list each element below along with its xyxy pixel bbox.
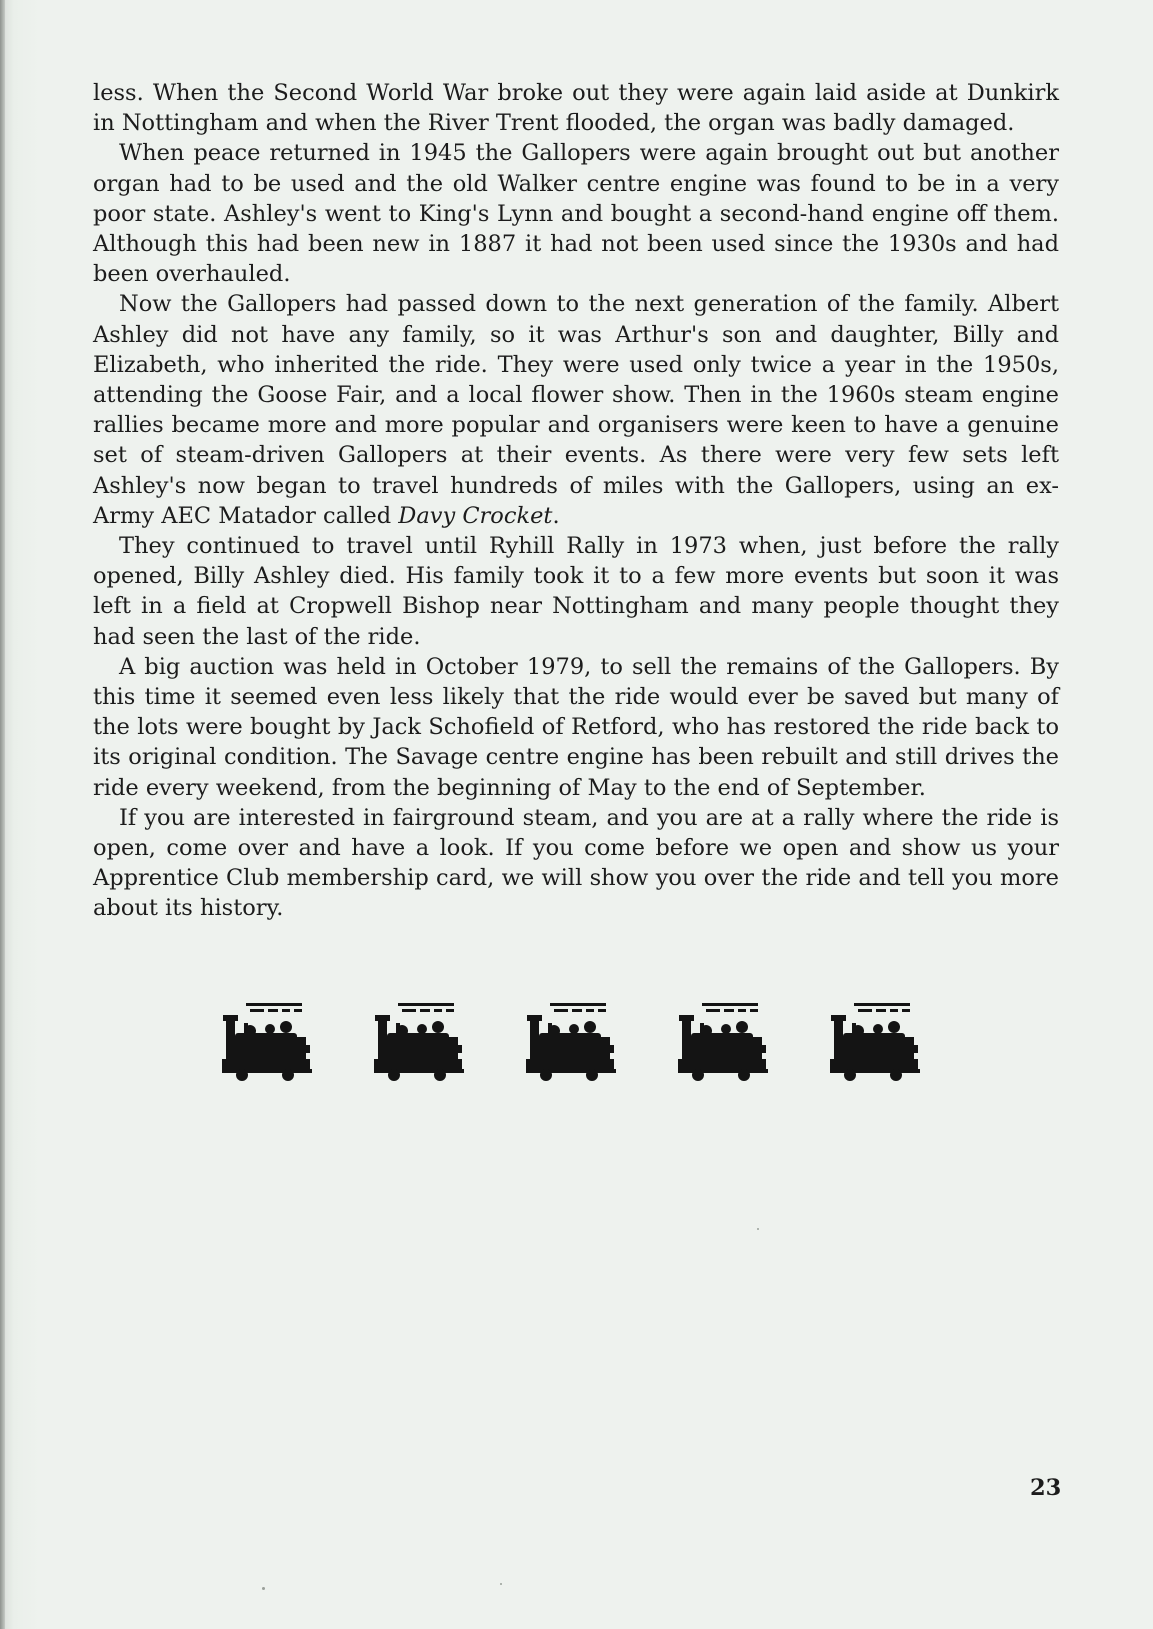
binding-edge (0, 0, 5, 1629)
paragraph-5: A big auction was held in October 1979, to sell the remains of the Gallopers. By this time it seemed even less likely that the ride would ever be saved but many of the lots were bought by Jack Schofield of Retford, who has restored the ride back to its original condition. The Savage centre engine has been rebuilt and still drives the ride every weekend, from the beginning of May to the end of September. (93, 653, 1059, 801)
paragraph-2: When peace returned in 1945 the Gallopers were again brought out but another organ had to be used and the old Walker centre engine was found to be in a very poor state. Ashley's went to King's Lynn and bought a second-hand engine off them. Although this had been new in 1887 it had not been used since the 1930s and had been overhauled. (93, 140, 1059, 288)
paragraph-1: less. When the Second World War broke out they were again laid aside at Dunkirk in Nottingham and when the River Trent flooded, the organ was badly damaged. (93, 80, 1059, 137)
paper-speck (757, 1228, 759, 1230)
steam-engine-icon (372, 1003, 468, 1085)
steam-engine-icon (524, 1003, 620, 1085)
page-number: 23 (1030, 1475, 1062, 1501)
paper-speck (262, 1587, 265, 1590)
steam-engine-ornament-row (220, 1003, 940, 1093)
paragraph-4: They continued to travel until Ryhill Rally in 1973 when, just before the rally opened, Billy Ashley died. His family took it to a few more events but soon it was left in a field at Cropwell Bishop near Nottingham and many people thought they had seen the last of the ride. (93, 533, 1059, 650)
paragraph-6: If you are interested in fairground steam, and you are at a rally where the ride is open, come over and have a look. If you come before we open and show us your Apprentice Club membership card, we will show you over the ride and tell you more about its history. (93, 804, 1059, 922)
paragraph-3-text: Now the Gallopers had passed down to the next generation of the family. Albert Ashley did not have any family, so it was Arthur's son and daughter, Billy and Elizabeth, who inherited the ride. They were used only twice a year in the 1950s, attending the Goose Fair, and a local flower show. Then in the 1960s steam engine rallies became more and more popular and organisers were keen to have a genuine set of steam-driven Gallopers at their events. As there were very few sets left Ashley's now began to travel hundreds of miles with the Gallopers, using an ex-Army AEC Matador called (93, 291, 1059, 529)
steam-engine-icon (828, 1003, 924, 1085)
vehicle-name: Davy Crocket (398, 502, 553, 529)
steam-engine-icon (220, 1003, 316, 1085)
paragraph-3-end: . (552, 502, 560, 529)
paragraph-3 (93, 289, 1059, 531)
body-text (93, 78, 1059, 924)
steam-engine-icon (676, 1003, 772, 1085)
paper-speck (500, 1583, 502, 1585)
